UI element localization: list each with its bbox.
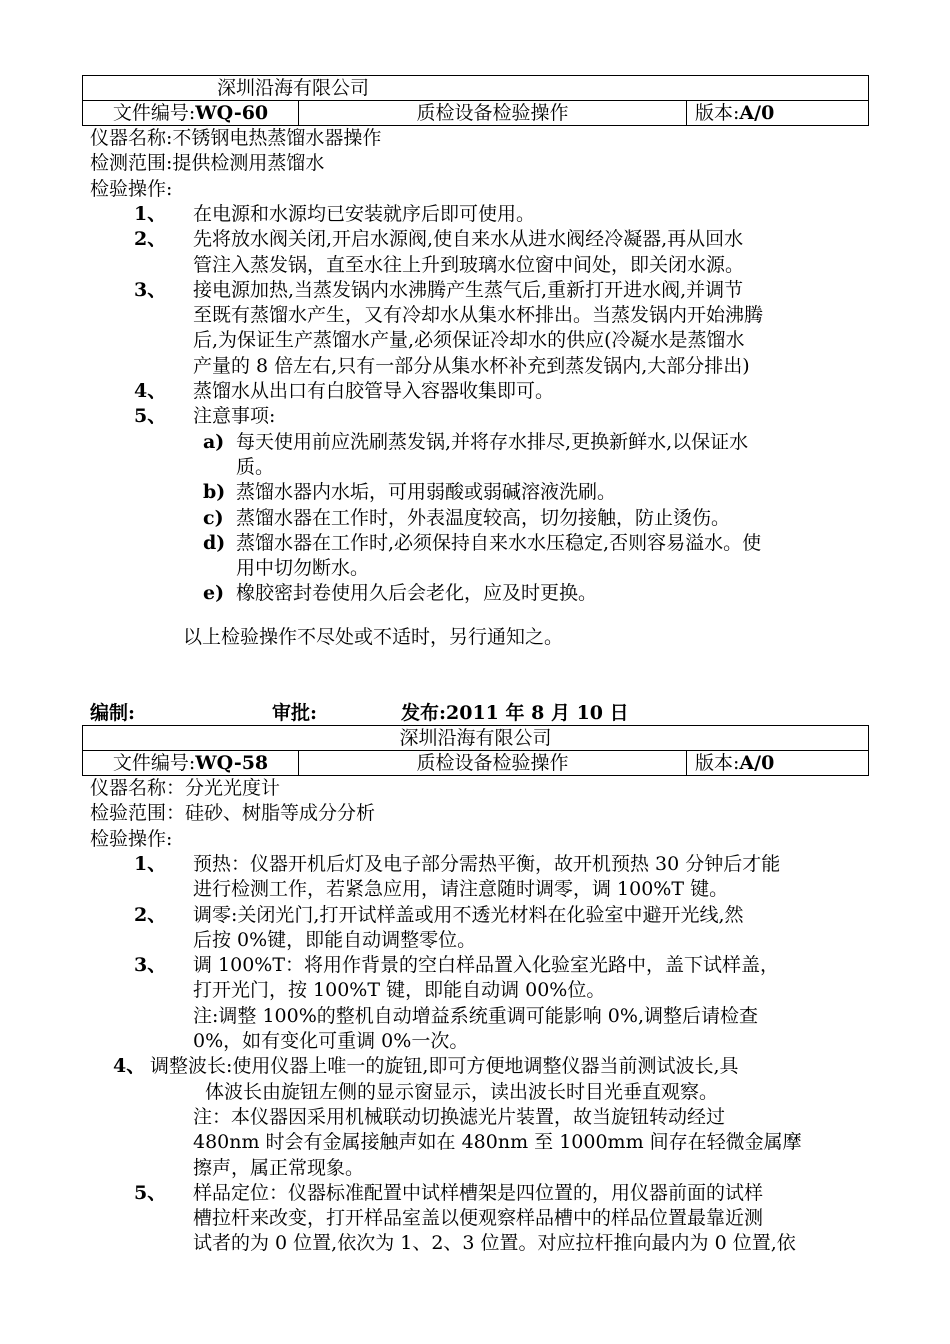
doc1-note-text: 蒸馏水器在工作时，外表温度较高，切勿接触，防止烫伤。 [236, 506, 731, 529]
doc1-note-marker: b) [203, 481, 226, 504]
doc2-step-text: 调 100%T：将用作背景的空白样品置入化验室光路中，盖下试样盖， [193, 954, 780, 977]
doc1-step-text: 注意事项: [193, 405, 276, 428]
doc1-footer-publish: 发布:2011 年 8 月 10 日 [401, 702, 629, 724]
doc1-step-number: 4、 [134, 380, 167, 402]
doc2-step-text: 体波长由旋钮左侧的显示窗显示，读出波长时目光垂直观察。 [205, 1080, 719, 1103]
doc2-subject: 质检设备检验操作 [299, 751, 687, 776]
doc2-header-table [82, 725, 869, 776]
doc2-step-text: 预热：仪器开机后灯及电子部分需热平衡，故开机预热 30 分钟后才能 [193, 852, 781, 875]
doc1-version-label: 版本: [695, 102, 740, 124]
doc1-note-text: 质。 [236, 455, 275, 478]
doc1-note-text: 蒸馏水器在工作时,必须保持自来水水压稳定,否则容易溢水。使 [236, 531, 762, 554]
doc1-header-table [82, 75, 869, 126]
doc1-file-number-value: WQ-60 [195, 102, 269, 124]
doc2-version-label: 版本: [695, 752, 740, 774]
doc2-ops-heading: 检验操作: [90, 827, 173, 850]
doc2-step-number: 2、 [134, 903, 167, 926]
doc2-step-text: 试者的为 0 位置,依次为 1、2、3 位置。对应拉杆推向最内为 0 位置,依 [193, 1232, 796, 1255]
doc1-subject: 质检设备检验操作 [299, 101, 687, 126]
doc1-step-text: 至既有蒸馏水产生，又有冷却水从集水杯排出。当蒸发锅内开始沸腾 [193, 304, 764, 327]
doc1-file-number [83, 101, 299, 126]
doc1-company-name: 深圳沿海有限公司 [83, 76, 869, 101]
doc2-step-number: 4、 [113, 1055, 146, 1078]
doc1-step-number: 2、 [134, 228, 167, 251]
doc1-step-text: 在电源和水源均已安装就序后即可使用。 [193, 202, 536, 225]
doc2-step-text: 槽拉杆来改变，打开样品室盖以便观察样品槽中的样品位置最靠近测 [193, 1207, 764, 1230]
doc1-step-number: 5、 [134, 405, 167, 428]
doc1-closing-note: 以上检验操作不尽处或不适时，另行通知之。 [183, 626, 564, 648]
doc2-step-text: 调整波长:使用仪器上唯一的旋钮,即可方便地调整仪器当前测试波长,具 [150, 1055, 739, 1078]
doc1-note-marker: a) [203, 430, 225, 453]
doc1-step-text: 接电源加热,当蒸发锅内水沸腾产生蒸气后,重新打开进水阀,并调节 [193, 278, 744, 301]
doc1-step-text: 后,为保证生产蒸馏水产量,必须保证冷却水的供应(冷凝水是蒸馏水 [193, 329, 745, 352]
doc1-step-text: 管注入蒸发锅，直至水往上升到玻璃水位窗中间处，即关闭水源。 [193, 253, 745, 276]
doc1-file-number-label: 文件编号: [112, 102, 196, 124]
doc1-note-marker: e) [203, 582, 225, 605]
doc1-instrument-name: 仪器名称:不锈钢电热蒸馏水器操作 [90, 127, 382, 149]
doc2-file-number-label: 文件编号: [112, 752, 196, 774]
doc1-note-text: 蒸馏水器内水垢，可用弱酸或弱碱溶液洗刷。 [236, 481, 617, 504]
doc2-step-text: 注:调整 100%的整机自动增益系统重调可能影响 0%,调整后请检查 [193, 1004, 758, 1027]
doc2-step-number: 3、 [134, 954, 167, 977]
doc1-note-text: 用中切勿断水。 [236, 557, 370, 580]
doc2-instrument-name: 仪器名称：分光光度计 [90, 777, 281, 799]
doc1-version-value: A/0 [739, 102, 775, 124]
doc1-version [687, 101, 869, 126]
doc2-step-text: 0%，如有变化可重调 0%一次。 [193, 1030, 469, 1052]
doc1-step-number: 1、 [134, 202, 167, 225]
doc1-note-text: 橡胶密封卷使用久后会老化，应及时更换。 [236, 582, 598, 605]
doc2-step-text: 后按 0%键，即能自动调整零位。 [193, 928, 477, 951]
doc1-step-text: 产量的 8 倍左右,只有一部分从集水杯补充到蒸发锅内,大部分排出) [193, 354, 750, 377]
doc2-step-text: 480nm 时会有金属接触声如在 480nm 至 1000mm 间存在轻微金属摩 [193, 1131, 802, 1154]
doc2-file-number-value: WQ-58 [195, 752, 269, 774]
doc1-step-text: 先将放水阀关闭,开启水源阀,使自来水从进水阀经冷凝器,再从回水 [193, 228, 744, 251]
doc2-company-name: 深圳沿海有限公司 [83, 726, 869, 751]
doc2-step-text: 调零:关闭光门,打开试样盖或用不透光材料在化验室中避开光线,然 [193, 903, 744, 926]
doc1-note-marker: d) [203, 531, 226, 554]
doc2-step-text: 进行检测工作，若紧急应用，请注意随时调零，调 100%T 键。 [193, 878, 729, 901]
doc2-file-number [83, 751, 299, 776]
doc1-step-text: 蒸馏水从出口有白胶管导入容器收集即可。 [193, 380, 555, 402]
doc1-scope: 检测范围:提供检测用蒸馏水 [90, 152, 325, 175]
doc2-version-value: A/0 [739, 752, 775, 774]
doc1-note-marker: c) [203, 506, 224, 529]
doc2-version [687, 751, 869, 776]
doc2-step-number: 5、 [134, 1181, 167, 1204]
doc1-note-text: 每天使用前应洗刷蒸发锅,并将存水排尽,更换新鲜水,以保证水 [236, 430, 749, 453]
doc2-step-text: 打开光门，按 100%T 键，即能自动调 00%位。 [193, 979, 606, 1002]
doc1-footer-compile: 编制: [90, 702, 136, 724]
doc2-step-text: 注：本仪器因采用机械联动切换滤光片装置，故当旋钮转动经过 [193, 1105, 726, 1128]
doc2-step-number: 1、 [134, 852, 167, 875]
doc2-scope: 检验范围：硅砂、树脂等成分分析 [90, 802, 376, 825]
doc2-step-text: 擦声，属正常现象。 [193, 1156, 365, 1179]
doc1-ops-heading: 检验操作: [90, 177, 173, 200]
doc2-step-text: 样品定位：仪器标准配置中试样槽架是四位置的，用仪器前面的试样 [193, 1181, 764, 1204]
doc1-footer-approve: 审批: [272, 702, 318, 724]
doc1-step-number: 3、 [134, 278, 167, 301]
